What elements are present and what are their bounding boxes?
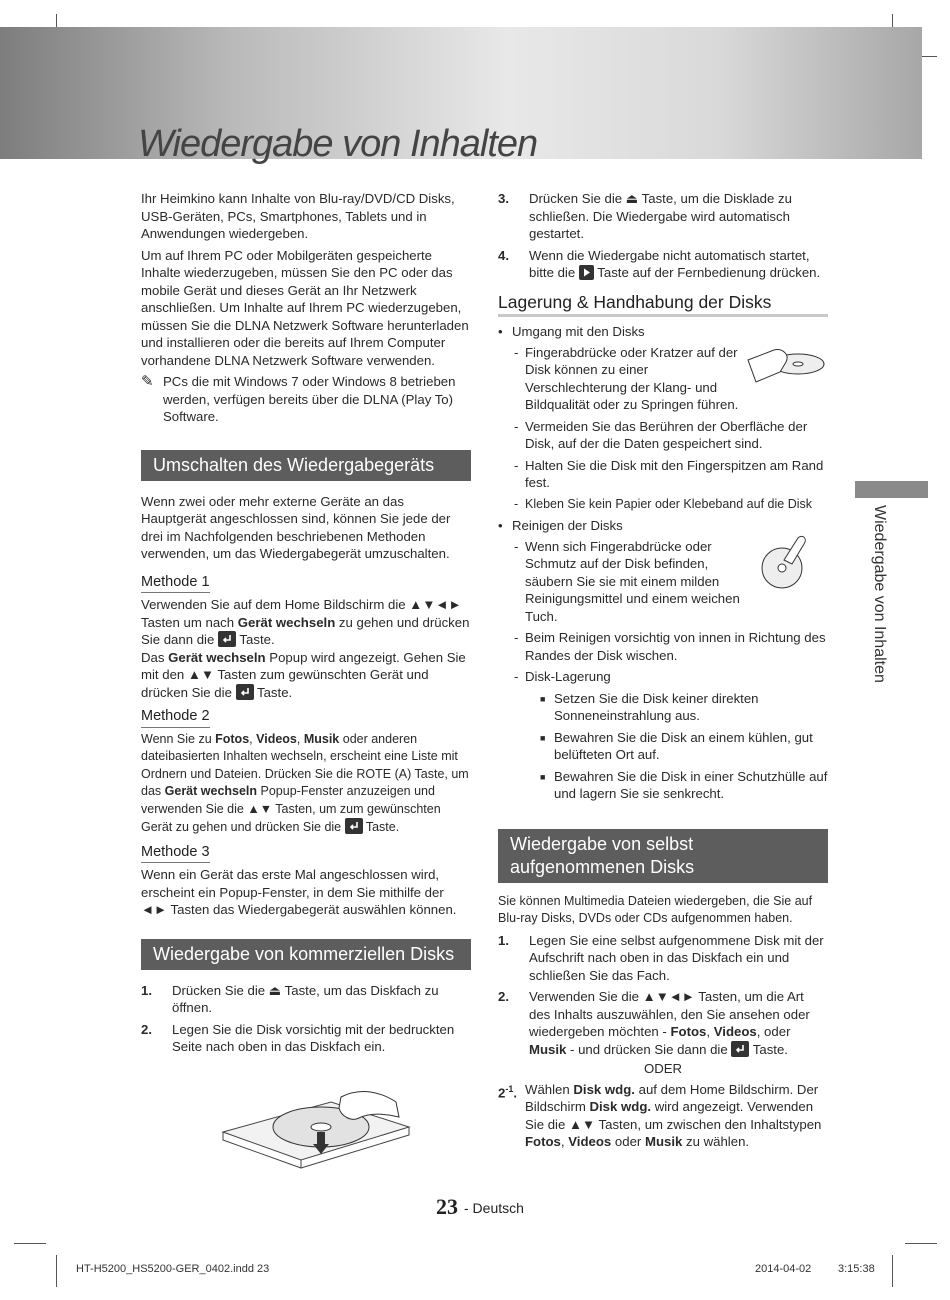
note-text: PCs die mit Windows 7 oder Windows 8 betrieben werden, verfügen bereits über die DLNA (Play To) Software.	[163, 374, 456, 424]
cleaning-disc-illustration	[754, 532, 814, 594]
list-item: - Disk-Lagerung	[514, 669, 611, 684]
hand-holding-disc-illustration	[746, 342, 826, 390]
list-item: - Wenn sich Fingerabdrücke oder Schmutz auf der Disk befinden, säubern Sie sie mit einem milden Reinigungsmittel und einem weichen Tuch.	[514, 538, 740, 624]
disc-tray-illustration	[221, 1072, 411, 1172]
page-title: Wiedergabe von Inhalten	[138, 123, 538, 165]
section-heading-disc-storage: Lagerung & Handhabung der Disks	[498, 294, 828, 318]
play-button-icon	[579, 265, 594, 280]
method-2-text: Wenn Sie zu Fotos, Videos, Musik oder anderen dateibasierten Inhalten wechseln, erscheint eine Liste mit Ordnern und Dateien. Drücken Sie die ROTE (A) Taste, um das Gerät wechseln Popup-Fenster anzuzeigen und verwenden Sie die ▲▼ Tasten, um zum gewünschten Gerät zu gehen und drücken Sie die Taste.	[141, 731, 469, 834]
list-item: ■ Bewahren Sie die Disk in einer Schutzhülle auf und lagern Sie sie senkrecht.	[540, 768, 828, 801]
list-item: • Umgang mit den Disks	[498, 324, 645, 339]
list-item: 1. Drücken Sie die ⏏ Taste, um das Diskfach zu öffnen.	[141, 982, 439, 1015]
crop-mark	[56, 1255, 57, 1287]
footer-time: 3:15:38	[838, 1263, 875, 1275]
page-number: 23	[436, 1194, 458, 1219]
method-3-text: Wenn ein Gerät das erste Mal angeschlossen wird, erscheint ein Popup-Fenster, in dem Sie mithilfe der ◄► Tasten das Wiedergabegerät auswählen können.	[141, 867, 457, 917]
list-item: • Reinigen der Disks	[498, 518, 623, 533]
right-column	[498, 190, 828, 1155]
list-item: - Beim Reinigen vorsichtig von innen in Richtung des Randes der Disk wischen.	[514, 630, 826, 663]
switch-device-intro: Wenn zwei oder mehr externe Geräte an das Hauptgerät angeschlossen sind, können Sie jede der drei im Nachfolgenden beschriebenen Methoden verwenden, um das Wiedergabegerät umzuschalten.	[141, 493, 451, 561]
list-item: ■ Setzen Sie die Disk keiner direkten Sonneneinstrahlung aus.	[540, 690, 759, 723]
section-heading-recorded-disks: Wiedergabe von selbst aufgenommenen Disks	[498, 829, 828, 883]
list-item: - Vermeiden Sie das Berühren der Oberfläche der Disk, auf der die Daten gespeichert sind.	[514, 418, 808, 451]
note	[141, 373, 471, 426]
side-tab-marker	[855, 481, 928, 498]
section-heading-commercial-disks: Wiedergabe von kommerziellen Disks	[141, 939, 471, 970]
list-item: 3. Drücken Sie die ⏏ Taste, um die Disklade zu schließen. Die Wiedergabe wird automatisch gestartet.	[498, 191, 792, 241]
method-2-heading: Methode 2	[141, 708, 210, 728]
enter-button-icon	[345, 818, 363, 834]
note-pencil-icon: ✎	[141, 373, 154, 390]
left-column	[141, 190, 471, 1172]
method-1-text: Verwenden Sie auf dem Home Bildschirm die ▲▼◄► Tasten um nach Gerät wechseln zu gehen und drücken Sie dann die Taste. Das Gerät wechseln Popup wird angezeigt. Gehen Sie mit den ▲▼ Tasten zum gewünschten Gerät und drücken Sie die Taste.	[141, 597, 470, 700]
intro-paragraph-2: Um auf Ihrem PC oder Mobilgeräten gespeicherte Inhalte wiederzugeben, müssen Sie den PC oder das mobile Gerät und dieses Gerät an Ihr Netzwerk anschließen. Um Inhalte auf Ihrem PC wiederzugeben, müssen Sie die DLNA Netzwerk Software herunterladen und installieren oder die bereits auf Ihrem Computer vorhandene DLNA Netzwerk Software verwenden.	[141, 247, 469, 368]
crop-mark	[905, 1243, 937, 1244]
list-item: 2. Legen Sie die Disk vorsichtig mit der bedruckten Seite nach oben in das Diskfach ein.	[141, 1021, 455, 1054]
list-item: - Fingerabdrücke oder Kratzer auf der Disk können zu einer Verschlechterung der Klang- und Bildqualität oder zu Springen führen.	[514, 344, 739, 412]
method-1-heading: Methode 1	[141, 574, 210, 594]
recorded-disks-intro: Sie können Multimedia Dateien wiedergeben, die Sie auf Blu-ray Disks, DVDs oder CDs aufgenommen haben.	[498, 893, 813, 925]
section-heading-switch-device: Umschalten des Wiedergabegeräts	[141, 450, 471, 481]
footer-filename: HT-H5200_HS5200-GER_0402.indd 23	[76, 1263, 270, 1275]
footer-date: 2014-04-02	[755, 1263, 812, 1275]
list-item: ■ Bewahren Sie die Disk an einem kühlen, gut belüfteten Ort auf.	[540, 729, 813, 762]
enter-button-icon	[236, 684, 254, 700]
list-item: 2. Verwenden Sie die ▲▼◄► Tasten, um die Art des Inhalts auszuwählen, den Sie ansehen oder wiedergeben möchten - Fotos, Videos, oder Musik - und drücken Sie dann die Taste.	[498, 989, 810, 1057]
method-3-heading: Methode 3	[141, 844, 210, 864]
enter-button-icon	[731, 1041, 749, 1057]
list-item: 1. Legen Sie eine selbst aufgenommene Disk mit der Aufschrift nach oben in das Diskfach ein und schließen Sie das Fach.	[498, 932, 824, 983]
page-language: - Deutsch	[464, 1200, 524, 1216]
list-item: 4. Wenn die Wiedergabe nicht automatisch startet, bitte die Taste auf der Fernbedienung drücken.	[498, 247, 821, 280]
enter-button-icon	[218, 631, 236, 647]
crop-mark	[14, 1243, 46, 1244]
side-tab-label: Wiedergabe von Inhalten	[871, 505, 888, 683]
or-separator: ODER	[643, 1061, 683, 1076]
intro-paragraph: Ihr Heimkino kann Inhalte von Blu-ray/DVD/CD Disks, USB-Geräten, PCs, Smartphones, Tablets und in Anwendungen wiedergeben.	[141, 191, 455, 241]
list-item: $2^{-1}$. Wählen Disk wdg. auf dem Home Bildschirm. Der Bildschirm Disk wdg. wird angezeigt. Verwenden Sie die ▲▼ Tasten, um zwischen den Inhaltstypen Fotos, Videos oder Musik zu wählen.	[498, 1081, 822, 1149]
crop-mark	[892, 1255, 893, 1287]
list-item: - Halten Sie die Disk mit den Fingerspitzen am Rand fest.	[514, 457, 824, 490]
list-item: - Kleben Sie kein Papier oder Klebeband auf die Disk	[514, 496, 812, 511]
